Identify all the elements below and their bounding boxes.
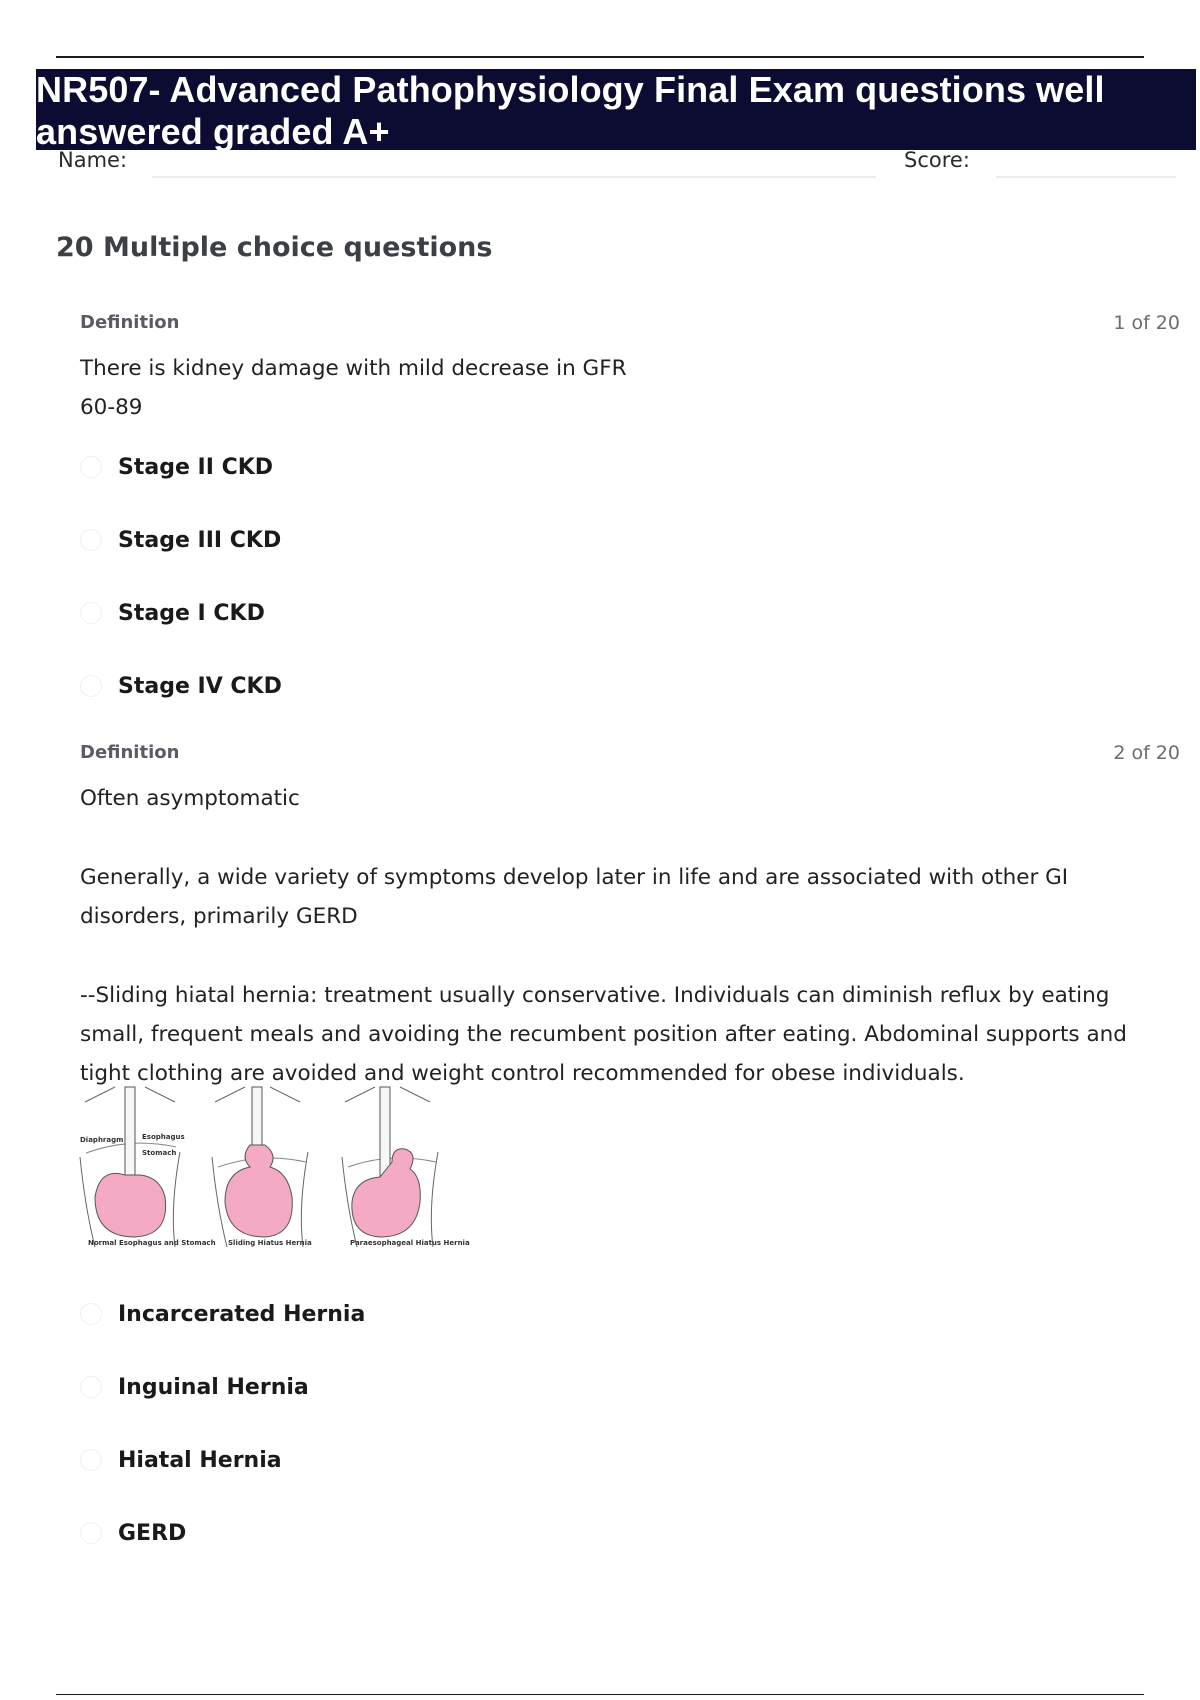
answer-option[interactable]	[80, 671, 282, 701]
option-label[interactable]: Incarcerated Hernia	[118, 1301, 366, 1327]
answer-option[interactable]	[80, 452, 274, 482]
answer-option[interactable]	[80, 1299, 366, 1329]
radio-button[interactable]	[80, 529, 102, 551]
question-label: Definition	[80, 312, 180, 333]
paraesophageal-hernia-diagram	[342, 1087, 470, 1247]
question-paragraph: Often asymptomatic	[80, 786, 300, 811]
normal-stomach-diagram	[80, 1087, 216, 1247]
radio-button[interactable]	[80, 1449, 102, 1471]
radio-button[interactable]	[80, 675, 102, 697]
radio-button[interactable]	[80, 1376, 102, 1398]
option-label[interactable]: GERD	[118, 1520, 187, 1546]
figure-caption: Sliding Hiatus Hernia	[228, 1239, 312, 1247]
question-counter: 1 of 20	[1113, 312, 1180, 334]
score-label: Score:	[904, 148, 970, 172]
question-paragraph: --Sliding hiatal hernia: treatment usually conservative. Individuals can diminish reflux by eating small, frequent meals and avoiding the recumbent position after eating. Abdominal supports and tight clothing are avoided and weight control recommended for obese individuals.	[80, 983, 1127, 1086]
option-label[interactable]: Stage III CKD	[118, 527, 282, 553]
question-text-line: There is kidney damage with mild decrease in GFR	[80, 356, 627, 381]
name-score-row	[56, 148, 1176, 182]
top-rule	[56, 56, 1144, 58]
radio-button[interactable]	[80, 1522, 102, 1544]
option-label[interactable]: Stage II CKD	[118, 454, 274, 480]
option-label[interactable]: Stage I CKD	[118, 600, 265, 626]
answer-option[interactable]	[80, 598, 265, 628]
section-heading: 20 Multiple choice questions	[56, 232, 493, 263]
figure-label: Stomach	[142, 1149, 177, 1157]
document-title: NR507- Advanced Pathophysiology Final Exam questions well answered graded A+	[36, 69, 1105, 152]
name-label: Name:	[58, 148, 128, 172]
answer-option[interactable]	[80, 1445, 282, 1475]
figure-label: Esophagus	[142, 1133, 185, 1141]
option-label[interactable]: Hiatal Hernia	[118, 1447, 282, 1473]
radio-button[interactable]	[80, 1303, 102, 1325]
figure-caption: Paraesophageal Hiatus Hernia	[350, 1239, 470, 1247]
option-label[interactable]: Stage IV CKD	[118, 673, 282, 699]
option-label[interactable]: Inguinal Hernia	[118, 1374, 309, 1400]
figure-label: Diaphragm	[80, 1136, 124, 1144]
name-field[interactable]	[152, 176, 876, 178]
sliding-hernia-diagram	[212, 1087, 312, 1247]
question-text-line: 60-89	[80, 395, 143, 420]
question-paragraph: Generally, a wide variety of symptoms develop later in life and are associated with other GI disorders, primarily GERD	[80, 865, 1069, 929]
radio-button[interactable]	[80, 602, 102, 624]
score-field[interactable]	[996, 176, 1176, 178]
hiatal-hernia-figure	[80, 1087, 470, 1262]
question-counter: 2 of 20	[1113, 742, 1180, 764]
title-banner	[36, 69, 1196, 150]
answer-option[interactable]	[80, 1518, 187, 1548]
answer-option[interactable]	[80, 1372, 309, 1402]
bottom-rule	[56, 1694, 1144, 1695]
answer-option[interactable]	[80, 525, 282, 555]
question-label: Definition	[80, 742, 180, 763]
figure-caption: Normal Esophagus and Stomach	[88, 1239, 216, 1247]
radio-button[interactable]	[80, 456, 102, 478]
